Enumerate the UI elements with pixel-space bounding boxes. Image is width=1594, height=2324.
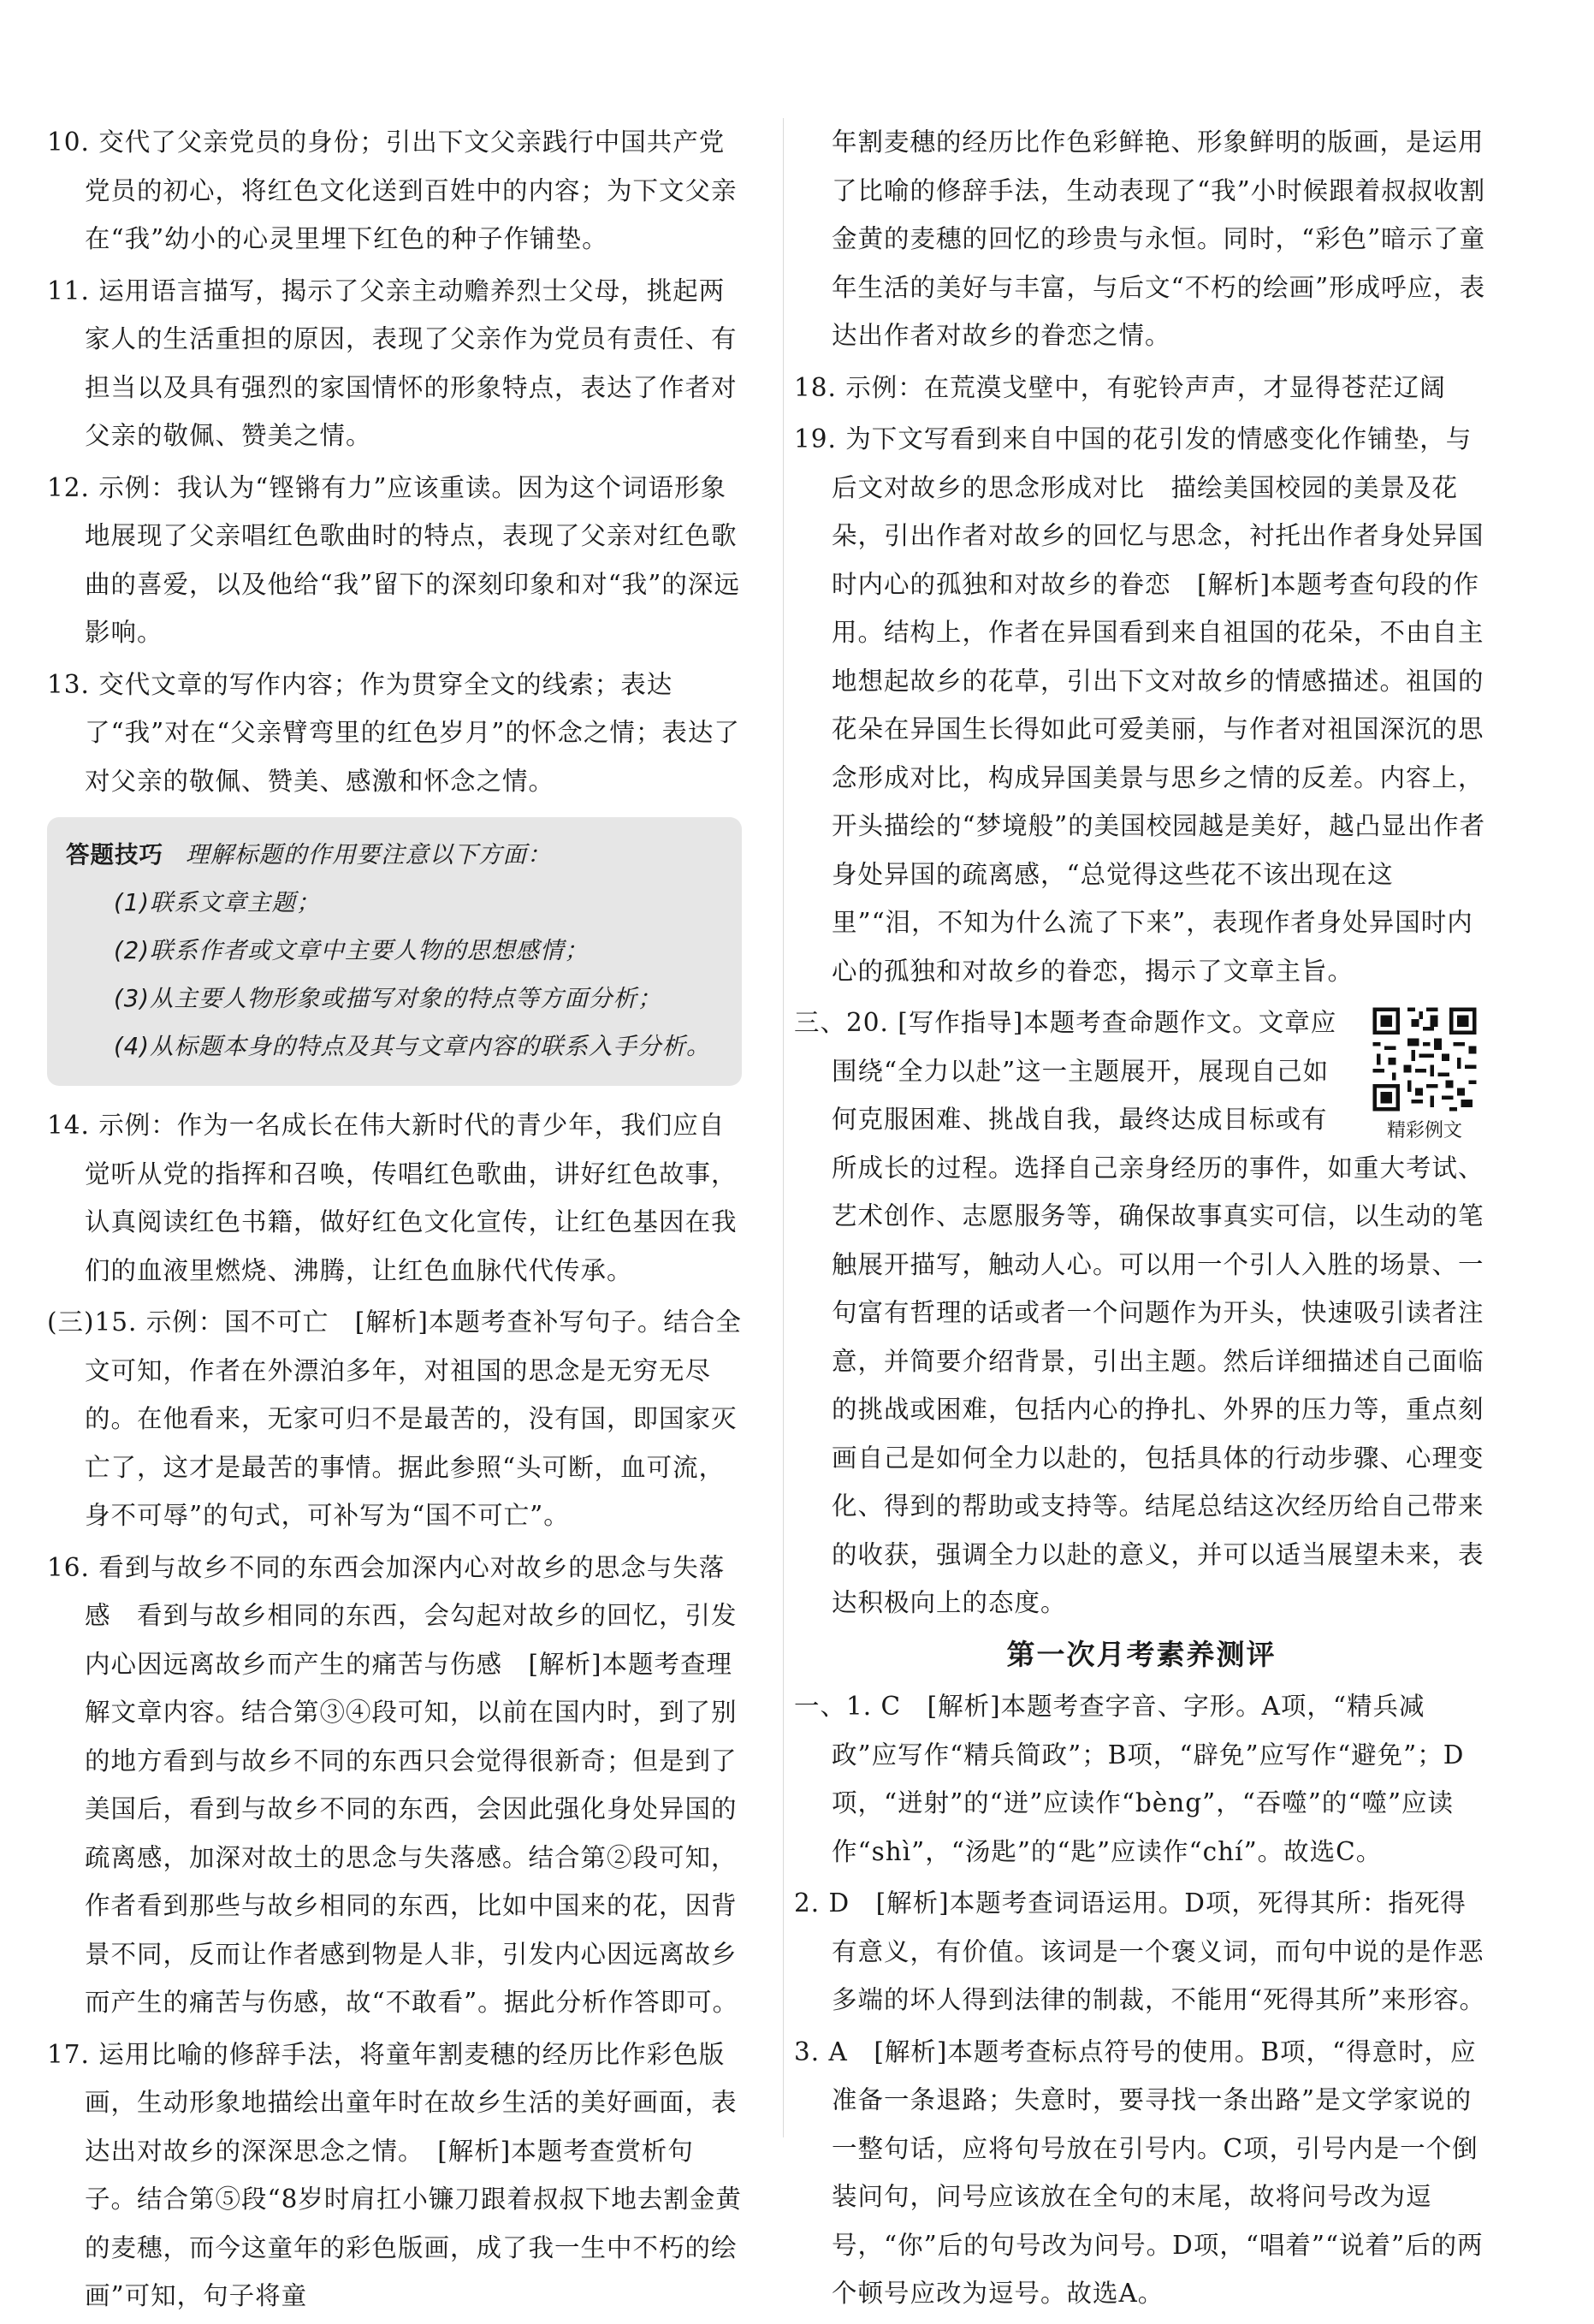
- essay-guidance-text: 三、20. [写作指导]本题考查命题作文。文章应围绕“全力以赴”这一主题展开，展现自己如何克服困难、挑战自我，最终达成目标或有所成长的过程。选择自己亲身经历的事件，如重大考试、艺术创作、志愿服务等，确保故事真实可信，以生动的笔触展开描写，触动人心。可以用一个引人入胜的场景、一句富有哲理的话或者一个问题作为开头，快速吸引读者注意，并简要介绍背景，引出主题。然后详细描述自己面临的挑战或困难，包括内心的挣扎、外界的压力等，重点刻画自己是如何全力以赴的，包括具体的行动步骤、心理变化、得到的帮助或支持等。结尾总结这次经历给自己带来的收获，强调全力以赴的意义，并可以适当展望未来，表达积极向上的态度。: [794, 1008, 1484, 1617]
- answer-tip-box: [47, 817, 742, 1086]
- tip-intro: 理解标题的作用要注意以下方面：: [186, 841, 552, 869]
- answer-item: 一、1. C [解析]本题考查字音、字形。A项，“精兵减政”应写作“精兵简政”；B项，“辟免”应写作“避免”；D项，“迸射”的“迸”应读作“bèng”，“吞噬”的“噬”应读作“shì”，“汤匙”的“匙”应读作“chí”。故选C。: [794, 1692, 1465, 1866]
- answer-item: (三)15. 示例：国不可亡 [解析]本题考查补写句子。结合全文可知，作者在外漂泊多年，对祖国的思念是无穷无尽的。在他看来，无家可归不是最苦的，没有国，即国家灭亡了，这才是最苦的事情。据此参照“头可断，血可流，身不可辱”的句式，可补写为“国不可亡”。: [47, 1307, 742, 1530]
- answer-item-continued: 年割麦穗的经历比作色彩鲜艳、形象鲜明的版画，是运用了比喻的修辞手法，生动表现了“我”小时候跟着叔叔收割金黄的麦穗的回忆的珍贵与永恒。同时，“彩色”暗示了童年生活的美好与丰富，与后文“不朽的绘画”形成呼应，表达出作者对故乡的眷恋之情。: [832, 127, 1486, 350]
- answer-item: 12. 示例：我认为“铿锵有力”应该重读。因为这个词语形象地展现了父亲唱红色歌曲时的特点，表现了父亲对红色歌曲的喜爱，以及他给“我”留下的深刻印象和对“我”的深远影响。: [47, 472, 740, 647]
- tip-line: (2)联系作者或文章中主要人物的思想感情；: [114, 937, 589, 964]
- tip-header: [66, 831, 723, 879]
- answer-item: 10. 交代了父亲党员的身份；引出下文父亲践行中国共产党党员的初心，将红色文化送到百姓中的内容；为下文父亲在“我”幼小的心灵里埋下红色的种子作铺垫。: [47, 127, 738, 253]
- answer-item-essay: [794, 999, 1489, 1627]
- qr-code-icon: [1369, 1004, 1480, 1115]
- right-column: [794, 118, 1489, 2321]
- answer-item: 18. 示例：在荒漠戈壁中，有驼铃声声，才显得苍茫辽阔: [794, 372, 1446, 402]
- qr-code-block[interactable]: [1360, 1004, 1489, 1141]
- answer-item: 16. 看到与故乡不同的东西会加深内心对故乡的思念与失落感 看到与故乡相同的东西，会勾起对故乡的回忆，引发内心因远离故乡而产生的痛苦与伤感 [解析]本题考查理解文章内容。结合第③④段可知，以前在国内时，到了别的地方看到与故乡不同的东西只会觉得很新奇；但是到了美国后，看到与故乡不同的东西，会因此强化身处异国的疏离感，加深对故土的思念与失落感。结合第②段可知，作者看到那些与故乡相同的东西，比如中国来的花，因背景不同，反而让作者感到物是人非，引发内心因远离故乡而产生的痛苦与伤感，故“不敢看”。据此分析作答即可。: [47, 1552, 739, 2017]
- answer-item: 11. 运用语言描写，揭示了父亲主动赡养烈士父母，挑起两家人的生活重担的原因，表现了父亲作为党员有责任、有担当以及具有强烈的家国情怀的形象特点，表达了作者对父亲的敬佩、赞美之情。: [47, 276, 738, 450]
- section-title: 第一次月考素养测评: [1006, 1637, 1277, 1671]
- answer-item: 14. 示例：作为一名成长在伟大新时代的青少年，我们应自觉听从党的指挥和召唤，传唱红色歌曲，讲好红色故事，认真阅读红色书籍，做好红色文化宣传，让红色基因在我们的血液里燃烧、沸腾，让红色血脉代代传承。: [47, 1111, 738, 1285]
- tip-line: (1)联系文章主题；: [114, 889, 321, 916]
- column-divider: [783, 118, 784, 2137]
- left-column: [47, 118, 742, 2324]
- answer-item: 19. 为下文写看到来自中国的花引发的情感变化作铺垫，与后文对故乡的思念形成对比 描绘美国校园的美景及花朵，引出作者对故乡的回忆与思念，衬托出作者身处异国时内心的孤独和对故乡的眷恋 [解析]本题考查句段的作用。结构上，作者在异国看到来自祖国的花朵，不由自主地想起故乡的花草，引出下文对故乡的情感描述。祖国的花朵在异国生长得如此可爱美丽，与作者对祖国深沉的思念形成对比，构成异国美景与思乡之情的反差。内容上，开头描绘的“梦境般”的美国校园越是美好，越凸显出作者身处异国的疏离感，“总觉得这些花不该出现在这里”“泪，不知为什么流了下来”，表现作者身处异国时内心的孤独和对故乡的眷恋，揭示了文章主旨。: [794, 424, 1486, 986]
- tip-line: (3)从主要人物形象或描写对象的特点等方面分析；: [114, 985, 662, 1012]
- answer-item: 3. A [解析]本题考查标点符号的使用。B项，“得意时，应准备一条退路；失意时，要寻找一条出路”是文学家说的一整句话，应将句号放在引号内。C项，引号内是一个倒装问句，问号应该放在全句的末尾，故将问号改为逗号，“你”后的句号改为问号。D项，“唱着”“说着”后的两个顿号应改为逗号。故选A。: [794, 2036, 1484, 2308]
- answer-item: 17. 运用比喻的修辞手法，将童年割麦穗的经历比作彩色版画，生动形象地描绘出童年时在故乡生活的美好画面，表达出对故乡的深深思念之情。 [解析]本题考查赏析句子。结合第⑤段“8岁时肩扛小镰刀跟着叔叔下地去割金黄的麦穗，而今这童年的彩色版画，成了我一生中不朽的绘画”可知，句子将童: [47, 2039, 742, 2310]
- answer-item: 2. D [解析]本题考查词语运用。D项，死得其所：指死得有意义，有价值。该词是一个褒义词，而句中说的是作恶多端的坏人得到法律的制裁，不能用“死得其所”来形容。: [794, 1888, 1486, 2014]
- tip-line: (4)从标题本身的特点及其与文章内容的联系入手分析。: [114, 1033, 711, 1060]
- answer-item: 13. 交代文章的写作内容；作为贯穿全文的线索；表达了“我”对在“父亲臂弯里的红色岁月”的怀念之情；表达了对父亲的敬佩、赞美、感激和怀念之情。: [47, 669, 740, 796]
- tip-title: 答题技巧: [66, 841, 163, 869]
- qr-code-label: 精彩例文: [1386, 1120, 1462, 1141]
